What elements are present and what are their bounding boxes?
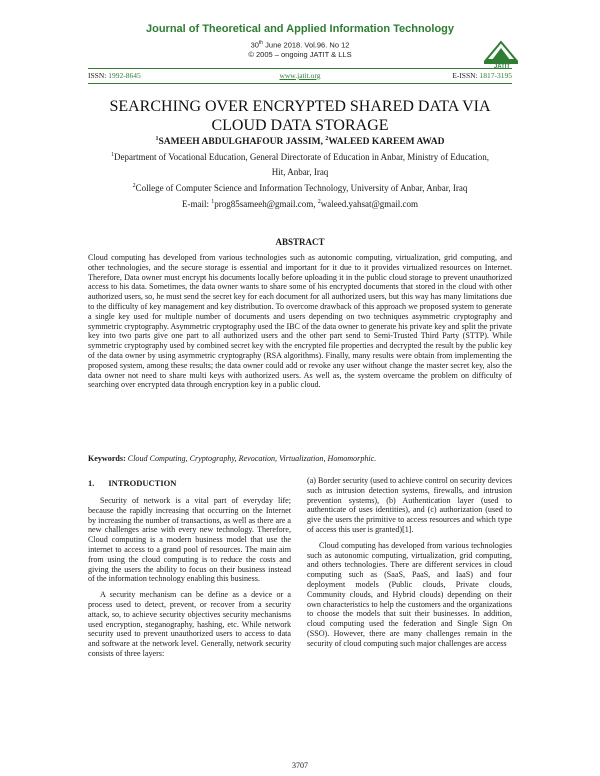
email-line: E-mail: $^1$prog85sameeh@gmail.com, $^2$waleed.yahsat@gmail.com bbox=[181, 199, 419, 209]
paragraph: (a) Border security (used to achieve control on security devices such as intrusion detection systems, firewalls, and intrusion prevention systems), (b) Authentication layer (used to authenticate of uses identities), and (c) authorization (used to give the users the primitive to access resources and which type of access this user is granted)[1]. bbox=[307, 476, 512, 534]
left-column bbox=[88, 496, 291, 665]
header-rule-top bbox=[88, 68, 512, 69]
paper-title: SEARCHING OVER ENCRYPTED SHARED DATA VIA CLOUD DATA STORAGE bbox=[109, 98, 491, 134]
page-number: 3707 bbox=[292, 761, 308, 770]
logo-label: JATIT bbox=[493, 64, 511, 70]
paragraph: Cloud computing has developed from various technologies such as autonomic computing, virtualization, grid computing, and others technologies. There are different services in cloud computing such as (SaaS, PaaS, and IaaS) and four deployment models (Public clouds, Private clouds, Community clouds, and Hybrid clouds) depending on their own characteristics to help the customers and the organizations to choose the models that suit their businesses. In addition, cloud computing used the federation and Single Sign On (SSO). However, there are many challenges remain in the security of cloud computing such major challenges are access bbox=[307, 540, 512, 648]
header-rule-bottom bbox=[88, 83, 512, 84]
journal-title: Journal of Theoretical and Applied Information Technology bbox=[145, 23, 455, 35]
abstract-body: Cloud computing has developed from various technologies such as autonomic computing, virtualization, grid computing, and other technologies, and the secure storage is essential and important for it due to it provides virtualized resources on Internet. Therefore, Data owner must encrypt his documents locally before uploading it in the public cloud storage to prevent unauthorized access to his data. Sometimes, the data owner wants to share some of his encrypted documents that stored in the cloud with other authorized users, so, he must send the secret key for each document for all authorized users, but this way has many limitations due to the difficulty of key management and key distribution. To overcome drawback of this approach we proposed system to generate a single key used for multiple number of documents and users depending on two techniques asymmetric cryptography and symmetric cryptography. Asymmetric cryptography used the IBC of the data owner to generate his private key and split the private key into two parts give one part to all authorized users and the other part send to Semi-Trusted Third Party (STTP). While symmetric cryptography used by combined secret key with the encrypted file properties and decrypted the result by the public key of the data owner by using asymmetric cryptography (RSA algorithms). Finally, many results were obtain from implementing the proposed system, among these results; the data owner could add or revoke any user without change the master secret key, also the data owner not need to share multi keys with authorized users. As well as, the system overcame the problem on difficulty of searching over encrypted data through encryption key in a public cloud. bbox=[88, 253, 512, 390]
copyright-line: © 2005 – ongoing JATIT & LLS bbox=[248, 50, 352, 59]
issn: ISSN: 1992-8645 bbox=[88, 71, 141, 80]
paragraph: A security mechanism can be define as a device or a process used to detect, prevent, or recover from a security attack, so, to achieve security objectives security mechanisms used encryption, steganography, hashing, etc. While network security used to prevent unauthorized users to access to data and software at the network level. Generally, network security consists of three layers: bbox=[88, 590, 291, 658]
issn-row bbox=[88, 71, 512, 82]
authors: $^1$SAMEEH ABDULGHAFOUR JASSIM, $^2$WALEED KAREEM AWAD bbox=[155, 136, 445, 148]
section-heading: 1. INTRODUCTION bbox=[88, 478, 177, 488]
journal-site-link[interactable]: www.jatit.org bbox=[279, 71, 321, 80]
issue-date: 30th June 2018. Vol.96. No 12 bbox=[250, 40, 350, 50]
abstract-heading: ABSTRACT bbox=[275, 237, 325, 247]
affiliation-1-location: Hit, Anbar, Iraq bbox=[271, 167, 329, 177]
affiliation-2: $^2$College of Computer Science and Information Technology, University of Anbar, Anbar, Iraq bbox=[132, 183, 468, 193]
affiliation-1: $^1$Department of Vocational Education, General Directorate of Education in Anbar, Ministry of Education, bbox=[111, 152, 489, 162]
right-column bbox=[307, 476, 512, 655]
paragraph: Security of network is a vital part of everyday life; because the rapidly increasing that occurring on the Internet by increasing the number of transactions, as well as there are a new challenges arise with every new technology. Therefore, Cloud computing is a modern business model that use the internet to access to a grand pool of resources. The main aim from using the cloud computing is to reduce the costs and giving the users the ability to focus on their business instead of the information technology enabling this business. bbox=[88, 496, 291, 584]
keywords: Keywords: Cloud Computing, Cryptography, Revocation, Virtualization, Homomorphic. bbox=[88, 454, 377, 463]
eissn: E-ISSN: 1817-3195 bbox=[452, 71, 512, 80]
